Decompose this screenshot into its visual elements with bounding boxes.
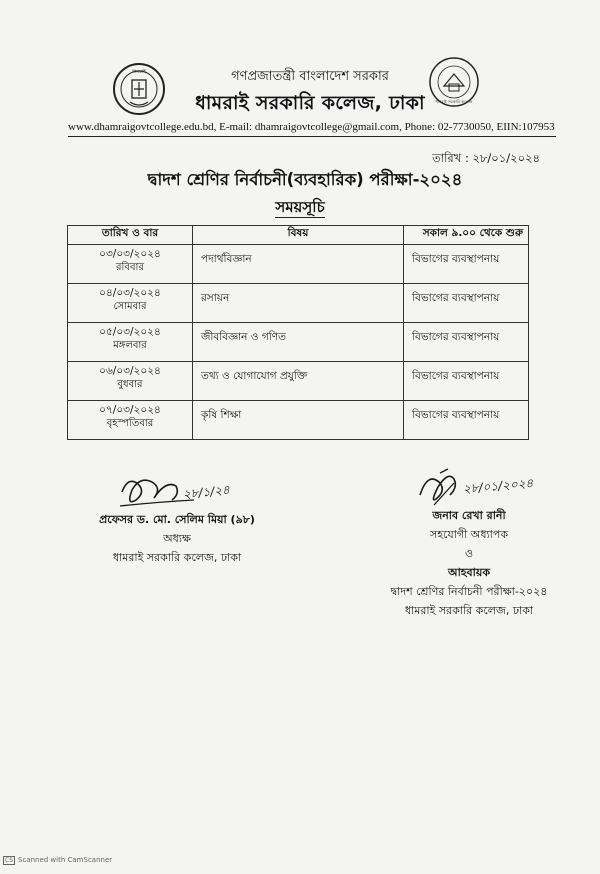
scanner-watermark [3,856,112,865]
arrangement-cell: বিভাগের ব্যবস্থাপনায় [404,245,529,284]
date-cell [68,362,193,401]
exam-date: ০৪/০৩/২০২৪ [99,287,161,299]
header-subject: বিষয় [193,226,404,245]
table-row [68,323,529,362]
header-divider [68,136,556,137]
date-cell [68,284,193,323]
arrangement-cell: বিভাগের ব্যবস্থাপনায় [404,284,529,323]
principal-block [67,510,287,567]
convener-role: আহবায়ক [447,566,491,579]
schedule-title [236,196,364,221]
convener-name: জনাব রেখা রানী [432,509,506,522]
exam-day: বৃহস্পতিবার [106,418,154,429]
convener-signature-date: ২৮/০১/২০২৪ [462,475,534,497]
arrangement-cell: বিভাগের ব্যবস্থাপনায় [404,401,529,440]
subject-cell: কৃষি শিক্ষা [193,401,404,440]
table-row [68,362,529,401]
exam-routine-table [67,225,529,440]
date-cell [68,245,193,284]
government-line: গণপ্রজাতন্ত্রী বাংলাদেশ সরকার [231,69,389,84]
exam-day: রবিবার [116,262,144,273]
camscanner-icon: CS [5,857,13,864]
notice-date: তারিখ : ২৮/০১/২০২৪ [432,151,540,165]
principal-signature-date: ২৮/১/২৪ [182,482,231,502]
table-row [68,245,529,284]
exam-date: ০৩/০৩/২০২৪ [99,248,161,260]
convener-institution: ধামরাই সরকারি কলেজ, ঢাকা [404,604,534,617]
college-name: ধামরাই সরকারি কলেজ, ঢাকা [195,92,425,114]
exam-date: ০৫/০৩/২০২৪ [99,326,161,338]
header-date: তারিখ ও বার [68,226,193,245]
table-row [68,401,529,440]
seal-label: ধামরাই সরকারি কলেজ [435,99,473,104]
emblem-label: ধামরাই [132,69,146,75]
convener-committee: দ্বাদশ শ্রেণির নির্বাচনী পরীক্ষা-২০২৪ [390,585,548,598]
principal-designation: অধ্যক্ষ [163,532,191,545]
exam-day: বুধবার [117,379,143,390]
subject-cell: তথ্য ও যোগাযোগ প্রযুক্তি [193,362,404,401]
convener-conjunction: ও [464,547,474,560]
exam-day: মঙ্গলবার [113,340,147,351]
arrangement-cell: বিভাগের ব্যবস্থাপনায় [404,323,529,362]
college-seal-icon [428,56,480,108]
subject-cell: রসায়ন [193,284,404,323]
convener-block [356,506,582,620]
scanner-text: Scanned with CamScanner [18,856,113,864]
principal-institution: ধামরাই সরকারি কলেজ, ঢাকা [112,551,242,564]
college-emblem-icon [112,62,166,116]
contact-line: www.dhamraigovtcollege.edu.bd, E-mail: dhamraigovtcollege@gmail.com, Phone: 02-7730050, EIIN:107953 [68,121,555,133]
convener-designation: সহযোগী অধ্যাপক [429,528,509,541]
exam-day: সোমবার [113,301,147,312]
date-cell [68,401,193,440]
exam-date: ০৭/০৩/২০২৪ [99,404,161,416]
subject-cell: পদার্থবিজ্ঞান [193,245,404,284]
table-header-row [68,226,529,245]
arrangement-cell: বিভাগের ব্যবস্থাপনায় [404,362,529,401]
schedule-title-text: সময়সূচি [275,198,325,216]
exam-date: ০৬/০৩/২০২৪ [99,365,161,377]
principal-name: প্রফেসর ড. মো. সেলিম মিয়া (৯৮) [99,513,255,526]
table-row [68,284,529,323]
exam-title: দ্বাদশ শ্রেণির নির্বাচনী(ব্যবহারিক) পরীক্ষা-২০২৪ [147,170,463,189]
subject-cell: জীববিজ্ঞান ও গণিত [193,323,404,362]
date-cell [68,323,193,362]
header-time: সকাল ৯.০০ থেকে শুরু [404,226,529,245]
